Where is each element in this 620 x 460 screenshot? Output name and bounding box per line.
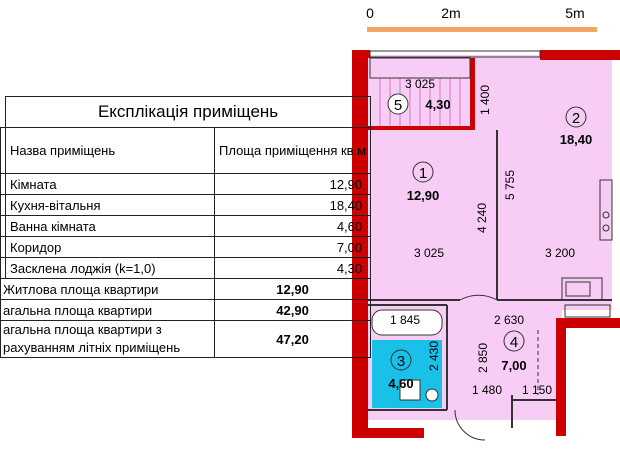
svg-text:5: 5 — [393, 97, 403, 114]
room-name: Ванна кімната — [6, 216, 215, 237]
dim-label: 5 755 — [503, 169, 517, 201]
total-label: агальна площа квартири — [1, 300, 215, 321]
dim-label: 4 240 — [475, 202, 489, 234]
room-area: 4,60 — [215, 216, 371, 237]
table-row — [1, 216, 371, 237]
table-row — [1, 258, 371, 279]
room-name: Коридор — [6, 237, 215, 258]
table-row — [1, 237, 371, 258]
dim-label: 3 025 — [404, 77, 436, 91]
scale-bar-fill — [367, 27, 597, 32]
svg-text:7,00: 7,00 — [501, 358, 527, 373]
svg-text:3: 3 — [396, 353, 406, 370]
total-label: Житлова площа квартири — [1, 279, 215, 300]
scale-tick-5m: 5m — [565, 5, 585, 21]
table-title: Експлікація приміщень — [6, 97, 371, 128]
svg-text:12,90: 12,90 — [406, 188, 440, 203]
room-area: 18,40 — [215, 195, 371, 216]
total-value: 47,20 — [215, 321, 371, 358]
scale-tick-0: 0 — [366, 5, 374, 21]
dim-label: 1 150 — [521, 383, 553, 397]
svg-text:4: 4 — [509, 334, 519, 351]
dim-label: 3 025 — [413, 246, 445, 260]
scale-bar — [366, 5, 597, 32]
room-name: Кухня-вітальня — [6, 195, 215, 216]
room-name: Засклена лоджія (k=1,0) — [6, 258, 215, 279]
svg-text:4,60: 4,60 — [388, 376, 414, 391]
room-area: 12,90 — [215, 174, 371, 195]
scale-tick-2m: 2m — [441, 5, 461, 21]
dim-label: 2 850 — [476, 342, 490, 374]
svg-text:4,30: 4,30 — [425, 97, 451, 112]
total-row — [1, 279, 371, 300]
dim-label: 3 200 — [544, 246, 576, 260]
dim-label: 1 400 — [478, 84, 492, 116]
svg-text:18,40: 18,40 — [559, 132, 593, 147]
total-value: 42,90 — [215, 300, 371, 321]
total-row — [1, 321, 371, 358]
svg-text:1: 1 — [418, 165, 428, 182]
total-row — [1, 300, 371, 321]
room-name: Кімната — [6, 174, 215, 195]
room-area: 4,30 — [215, 258, 371, 279]
dim-label: 2 430 — [427, 340, 441, 372]
room-area: 7,00 — [215, 237, 371, 258]
total-value: 12,90 — [215, 279, 371, 300]
table-row — [1, 195, 371, 216]
column-header-name: Назва приміщень — [6, 128, 215, 174]
column-header-area: Площа приміщення кв.м — [215, 128, 371, 174]
total-label: агальна площа квартири з рахуванням літніх приміщень — [1, 321, 215, 358]
room-schedule-table — [0, 96, 371, 358]
table-row — [1, 174, 371, 195]
dim-label: 1 845 — [389, 313, 421, 327]
dim-label: 1 480 — [471, 383, 503, 397]
svg-text:2: 2 — [571, 110, 581, 127]
dim-label: 2 630 — [493, 313, 525, 327]
